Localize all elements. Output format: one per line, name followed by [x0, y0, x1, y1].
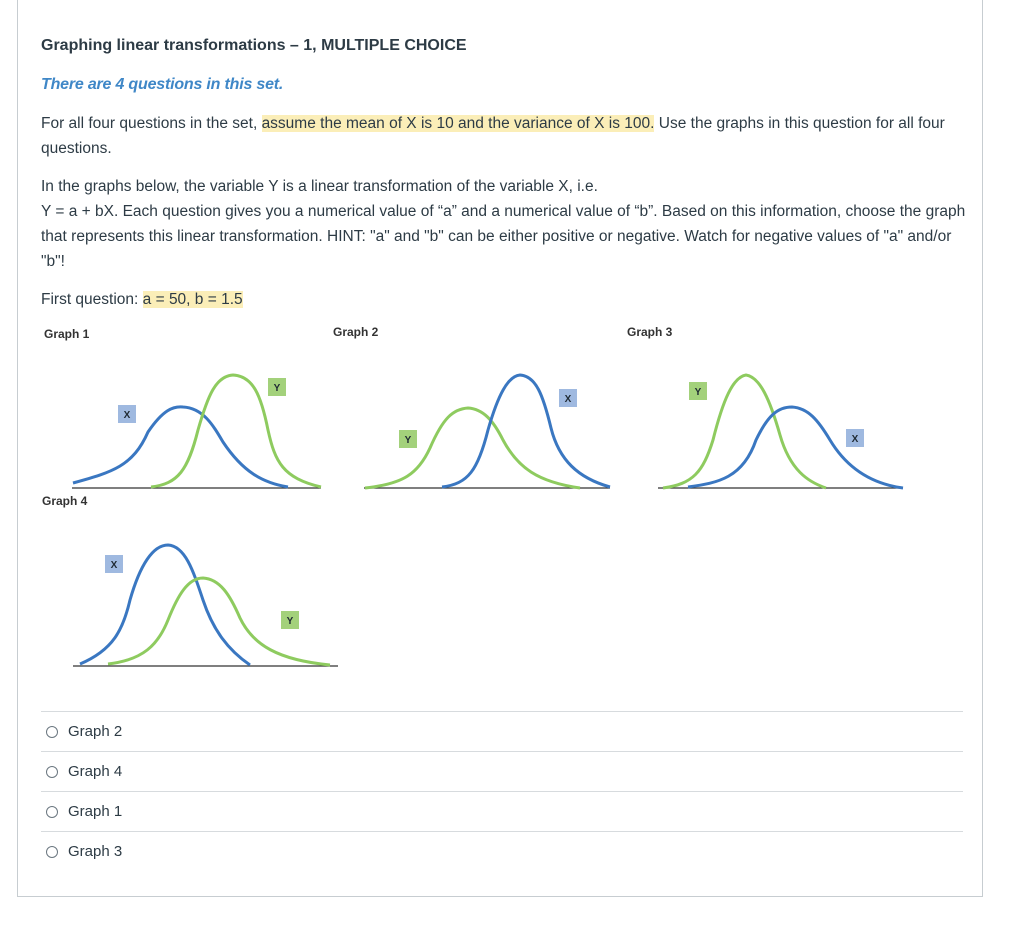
graph-4-x-tag-text: X	[110, 560, 118, 571]
graph-3-y-tag-text: Y	[694, 387, 702, 398]
graph-2-image	[364, 375, 610, 488]
intro-text-after: Use the graphs in this question for all four questions.	[41, 115, 945, 157]
question-prefix: First question:	[41, 291, 143, 308]
answer-choice[interactable]	[41, 751, 963, 791]
graphs-figure	[18, 0, 984, 700]
graph-2-x-tag-text: X	[564, 394, 572, 405]
graph-4-image	[73, 545, 338, 666]
graph-2-y-tag-text: Y	[404, 435, 412, 446]
radio-button[interactable]	[46, 766, 58, 778]
graph-3-y-curve	[663, 375, 826, 488]
graph-3-x-tag-text: X	[851, 434, 859, 445]
graph-2-label: Graph 2	[333, 325, 379, 339]
answer-choice-label: Graph 1	[68, 803, 123, 820]
instructions-line-1: In the graphs below, the variable Y is a linear transformation of the variable X, i.e.	[41, 178, 598, 195]
answer-choice-label: Graph 3	[68, 843, 123, 860]
graph-1-y-tag-text: Y	[273, 383, 281, 394]
answer-choice[interactable]	[41, 711, 963, 751]
answer-choice-label: Graph 4	[68, 763, 123, 780]
graph-4-y-tag-text: Y	[286, 616, 294, 627]
graph-1-image	[72, 375, 321, 488]
question-subtitle: There are 4 questions in this set.	[41, 76, 284, 93]
radio-button[interactable]	[46, 806, 58, 818]
graph-3-label: Graph 3	[627, 325, 673, 339]
graph-4-label: Graph 4	[42, 494, 88, 508]
graph-3-image	[658, 375, 903, 488]
intro-highlight: assume the mean of X is 10 and the variance of X is 100.	[261, 115, 655, 132]
intro-text-before: For all four questions in the set,	[41, 115, 262, 132]
instructions-line-2: Y = a + bX. Each question gives you a numerical value of “a” and a numerical value of “b”. Based on this information, choose the graph that represents this linear transformation. HINT: "a" and "b" can be either positive or negative. Watch for negative values of "a" and/or "b"!	[41, 203, 966, 270]
question-values: a = 50, b = 1.5	[142, 291, 243, 308]
answer-choices	[41, 711, 963, 871]
graph-1-label: Graph 1	[44, 327, 90, 341]
question-panel	[17, 0, 983, 897]
graph-1-y-curve	[151, 375, 321, 487]
answer-choice[interactable]	[41, 831, 963, 871]
answer-choice[interactable]	[41, 791, 963, 831]
answer-choice-label: Graph 2	[68, 723, 123, 740]
question-title: Graphing linear transformations – 1, MULTIPLE CHOICE	[41, 37, 467, 54]
radio-button[interactable]	[46, 846, 58, 858]
radio-button[interactable]	[46, 726, 58, 738]
graph-1-x-tag-text: X	[123, 410, 131, 421]
